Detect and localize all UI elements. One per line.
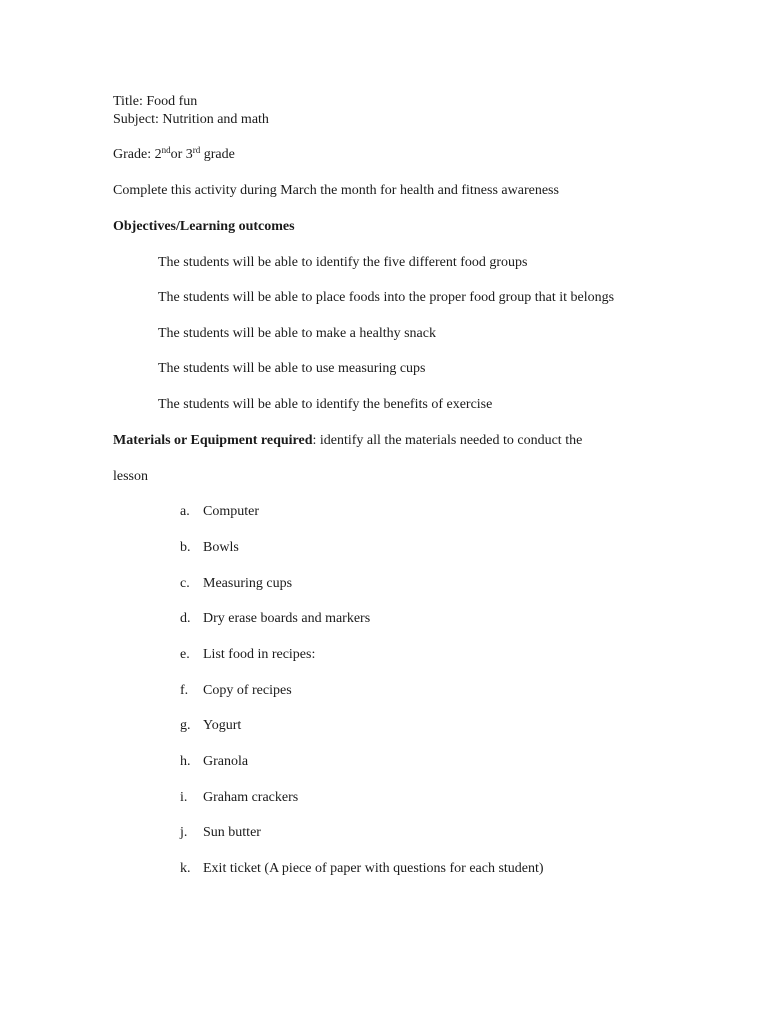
list-item-text: Graham crackers: [203, 790, 299, 805]
list-item-text: Copy of recipes: [203, 683, 292, 698]
objective-item: The students will be able to identify the five different food groups: [158, 255, 528, 270]
objective-item: The students will be able to identify the benefits of exercise: [158, 397, 493, 412]
list-item: [180, 539, 239, 557]
list-marker: f.: [180, 683, 189, 698]
list-item: [180, 789, 298, 807]
list-marker: g.: [180, 718, 191, 733]
grade-sup-nd: nd: [161, 145, 171, 155]
materials-intro: [113, 432, 582, 450]
list-item-text: Bowls: [203, 540, 239, 555]
materials-description: : identify all the materials needed to conduct the: [312, 433, 583, 448]
list-item: [180, 575, 292, 593]
objective-item: The students will be able to use measuring cups: [158, 361, 426, 376]
activity-note: Complete this activity during March the month for health and fitness awareness: [113, 183, 559, 198]
list-item: [180, 824, 261, 842]
list-marker: j.: [180, 825, 188, 840]
list-item: [180, 753, 248, 771]
grade-suffix: grade: [200, 147, 235, 162]
list-item: [180, 860, 544, 878]
list-marker: c.: [180, 576, 190, 591]
grade-sup-rd: rd: [192, 145, 201, 155]
list-item: [180, 646, 315, 664]
materials-heading: Materials or Equipment required: [113, 433, 313, 448]
list-item: [180, 610, 370, 628]
title-line: Title: Food fun: [113, 94, 198, 109]
list-marker: b.: [180, 540, 191, 555]
list-marker: d.: [180, 611, 191, 626]
list-item: [180, 503, 259, 521]
list-item: [180, 682, 292, 700]
objective-item: The students will be able to place foods into the proper food group that it belongs: [158, 290, 615, 305]
list-marker: i.: [180, 790, 188, 805]
list-marker: e.: [180, 647, 190, 662]
objectives-heading: Objectives/Learning outcomes: [113, 219, 295, 234]
list-item-text: Dry erase boards and markers: [203, 611, 371, 626]
list-marker: a.: [180, 504, 190, 519]
list-item-text: Exit ticket (A piece of paper with questions for each student): [203, 861, 544, 876]
list-item: [180, 717, 241, 735]
list-item-text: Measuring cups: [203, 576, 293, 591]
list-item-text: List food in recipes:: [203, 647, 316, 662]
list-item-text: Computer: [203, 504, 259, 519]
objective-item: The students will be able to make a healthy snack: [158, 326, 436, 341]
list-item-text: Granola: [203, 754, 249, 769]
list-marker: h.: [180, 754, 191, 769]
grade-prefix: Grade: 2: [113, 147, 162, 162]
grade-mid: or 3: [170, 147, 193, 162]
materials-description-cont: lesson: [113, 469, 148, 484]
list-item-text: Sun butter: [203, 825, 261, 840]
list-item-text: Yogurt: [203, 718, 242, 733]
list-marker: k.: [180, 861, 191, 876]
grade-line: [113, 146, 235, 164]
subject-line: Subject: Nutrition and math: [113, 112, 269, 127]
